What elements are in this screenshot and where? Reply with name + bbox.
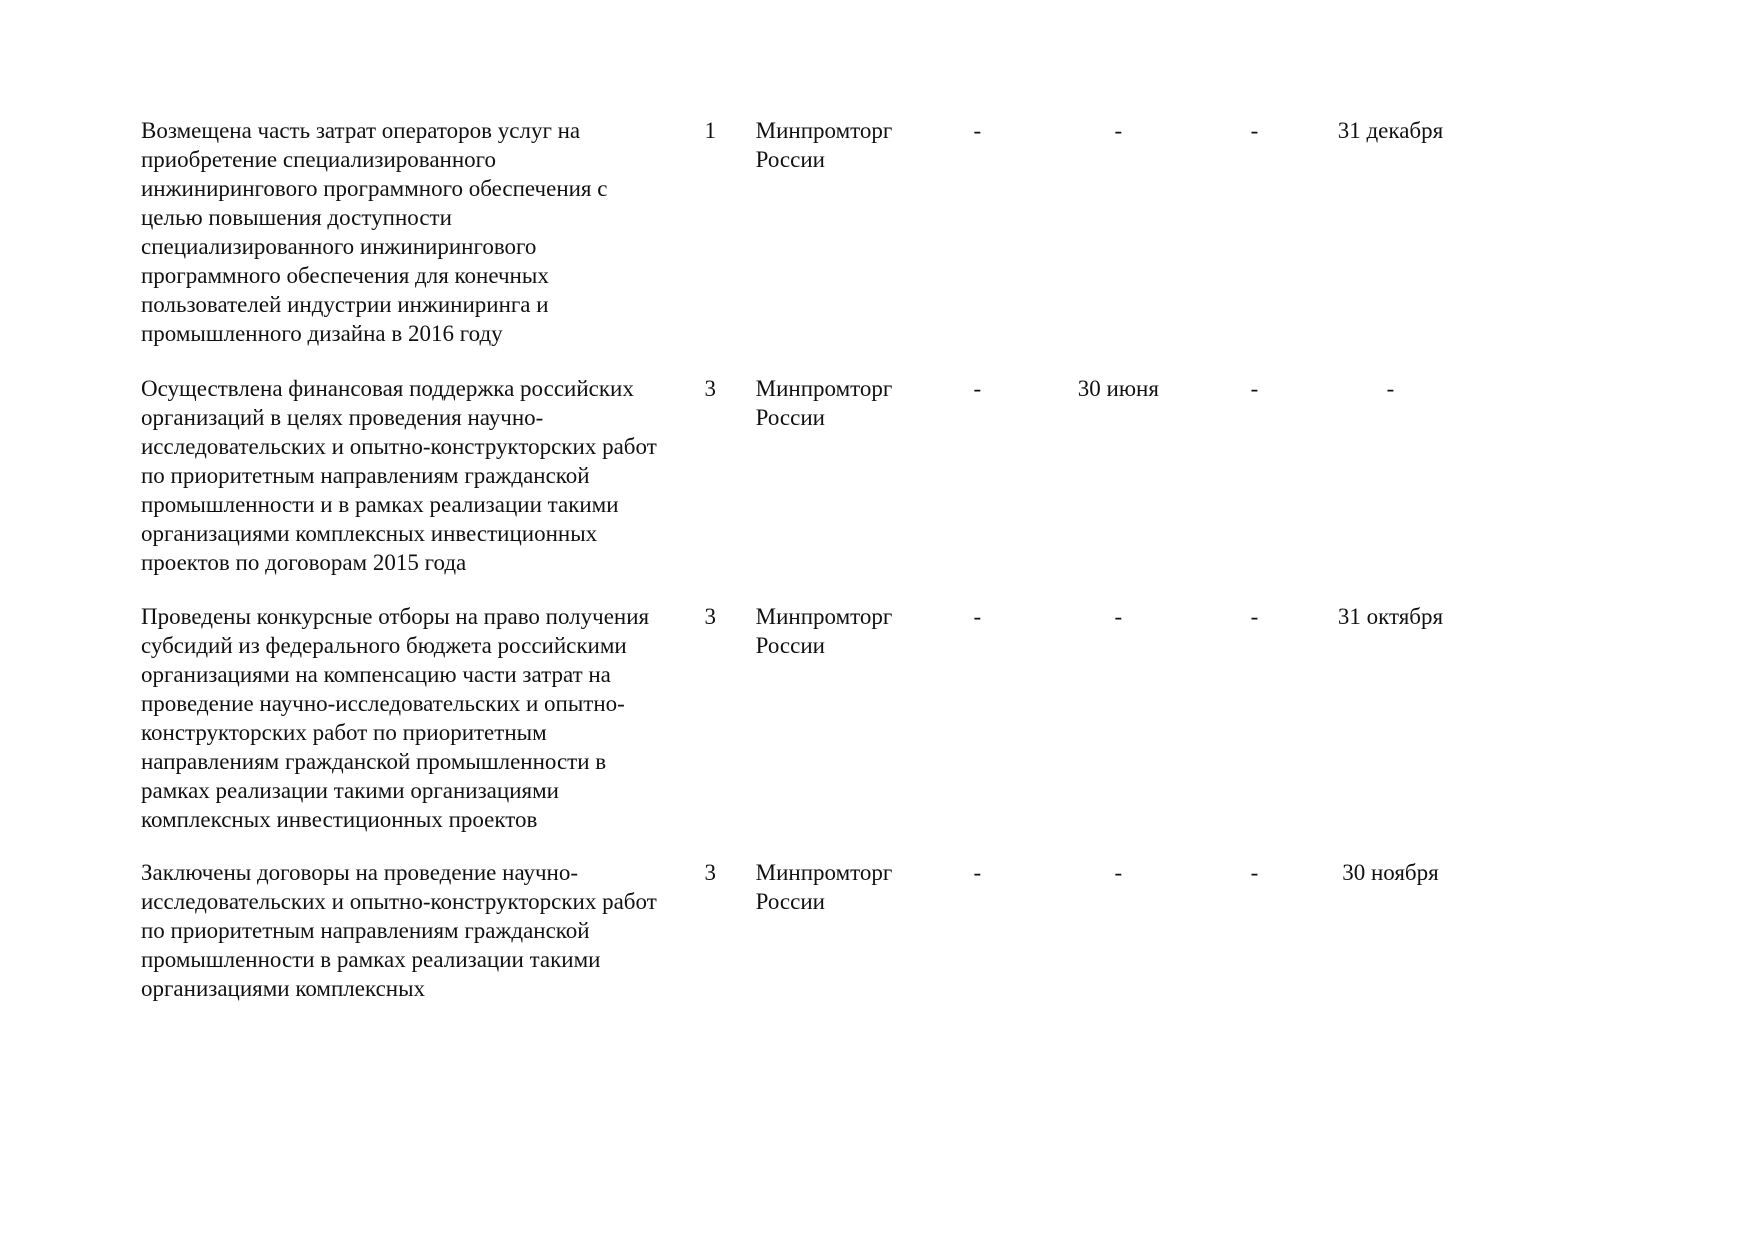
row-number: 3 <box>704 376 717 401</box>
executor-line: России <box>755 633 825 658</box>
row-term-1: - <box>973 604 982 629</box>
row-term-4: 31 октября <box>1337 604 1444 629</box>
executor-line: России <box>755 405 825 430</box>
table-row <box>141 602 1461 858</box>
row-term-2: - <box>1114 604 1123 629</box>
row-term-3: - <box>1250 604 1259 629</box>
row-term-4: 31 декабря <box>1337 118 1444 143</box>
row-description: Возмещена часть затрат операторов услуг на приобретение специализированного инжинирингового программного обеспечения с целью повышения доступности специализированного инжинирингового программного обеспечения для конечных пользователей индустрии инжиниринга и промышленного дизайна в 2016 году <box>141 118 608 346</box>
table-row <box>141 858 1461 1003</box>
executor-line: Минпромторг <box>755 118 893 143</box>
row-description: Проведены конкурсные отборы на право получения субсидий из федерального бюджета российскими организациями на компенсацию части затрат на проведение научно-исследовательских и опытно-конструкторских работ по приоритетным направлениям гражданской промышленности в рамках реализации такими организациями комплексных инвестиционных проектов <box>141 604 650 832</box>
executor-line: Минпромторг <box>755 376 893 401</box>
row-term-2: - <box>1114 118 1123 143</box>
row-term-4: - <box>1386 376 1395 401</box>
schedule-table <box>141 116 1461 1003</box>
row-executor <box>756 858 907 1003</box>
row-number: 3 <box>704 604 717 629</box>
table-row <box>141 116 1461 374</box>
row-description: Осуществлена финансовая поддержка российских организаций в целях проведения научно-исследовательских и опытно-конструкторских работ по приоритетным направлениям гражданской промышленности и в рамках реализации такими организациями комплексных инвестиционных проектов по договорам 2015 года <box>141 376 657 575</box>
row-description: Заключены договоры на проведение научно-исследовательских и опытно-конструкторских работ по приоритетным направлениям гражданской промышленности в рамках реализации такими организациями комплексных <box>141 860 657 1001</box>
row-executor <box>756 116 907 374</box>
row-term-1: - <box>973 860 982 885</box>
table-row <box>141 374 1461 602</box>
row-term-1: - <box>973 118 982 143</box>
executor-line: Минпромторг <box>755 860 893 885</box>
executor-line: России <box>755 889 825 914</box>
row-term-3: - <box>1250 860 1259 885</box>
executor-line: Минпромторг <box>755 604 893 629</box>
row-term-1: - <box>973 376 982 401</box>
row-term-2: - <box>1114 860 1123 885</box>
row-term-2: 30 июня <box>1077 376 1159 401</box>
row-term-3: - <box>1250 118 1259 143</box>
row-term-4: 30 ноября <box>1342 860 1439 885</box>
row-executor <box>756 602 907 858</box>
row-number: 1 <box>704 118 717 143</box>
row-term-3: - <box>1250 376 1259 401</box>
row-executor <box>756 374 907 602</box>
row-number: 3 <box>704 860 717 885</box>
executor-line: России <box>755 147 825 172</box>
